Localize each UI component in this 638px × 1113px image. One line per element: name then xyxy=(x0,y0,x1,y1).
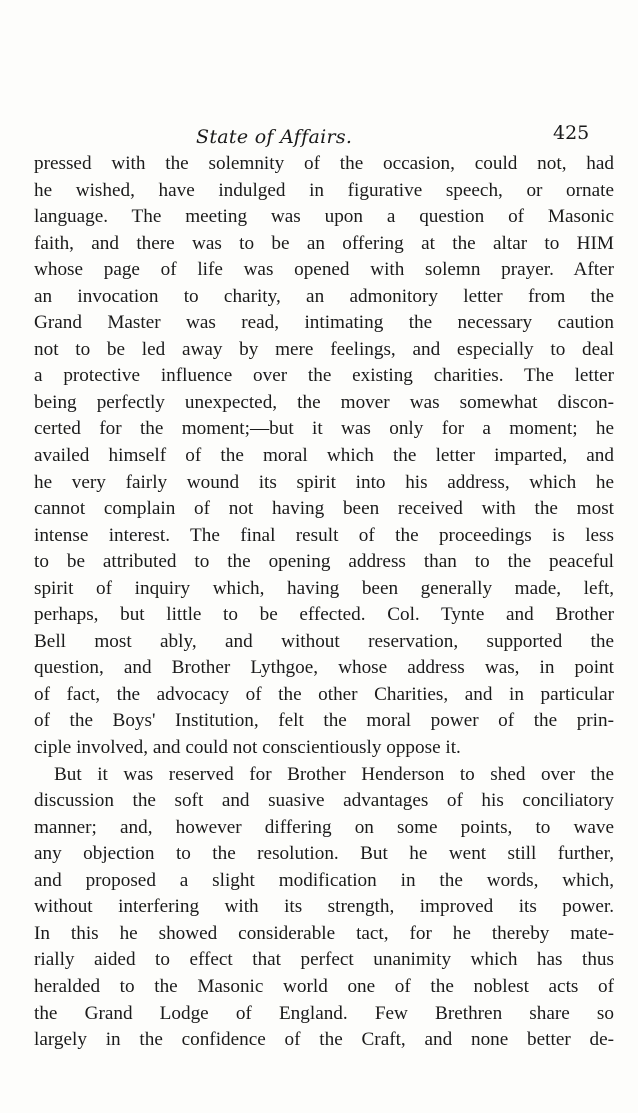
text-line: spirit of inquiry which, having been generally made, left, xyxy=(34,577,614,599)
text-line: language. The meeting was upon a question of Masonic xyxy=(34,206,614,228)
text-line: cannot complain of not having been received with the most xyxy=(34,498,614,520)
body-text xyxy=(34,151,614,1054)
text-line: certed for the moment;—but it was only for a moment; he xyxy=(34,418,614,440)
text-line: being perfectly unexpected, the mover was somewhat discon- xyxy=(34,391,614,413)
text-line: availed himself of the moral which the letter imparted, and xyxy=(34,445,614,467)
text-line: perhaps, but little to be effected. Col. Tynte and Brother xyxy=(34,604,614,626)
text-line: question, and Brother Lythgoe, whose address was, in point xyxy=(34,657,614,679)
text-line: Bell most ably, and without reservation, supported the xyxy=(34,630,614,652)
text-line: manner; and, however differing on some points, to wave xyxy=(34,816,614,838)
text-line: an invocation to charity, an admonitory letter from the xyxy=(34,285,614,307)
paragraph-start-line: But it was reserved for Brother Henderson to shed over the xyxy=(54,763,614,785)
text-line: and proposed a slight modification in the words, which, xyxy=(34,869,614,891)
text-line: In this he showed considerable tact, for he thereby mate- xyxy=(34,922,614,944)
text-line: largely in the confidence of the Craft, and none better de- xyxy=(34,1029,614,1051)
text-line: he wished, have indulged in figurative speech, or ornate xyxy=(34,179,614,201)
text-line: a protective influence over the existing charities. The letter xyxy=(34,365,614,387)
page-number: 425 xyxy=(553,122,590,144)
text-line: Grand Master was read, intimating the necessary caution xyxy=(34,312,614,334)
page-header xyxy=(0,120,638,150)
text-line: of the Boys' Institution, felt the moral power of the prin- xyxy=(34,710,614,732)
text-line: heralded to the Masonic world one of the noblest acts of xyxy=(34,975,614,997)
text-line: not to be led away by mere feelings, and especially to deal xyxy=(34,338,614,360)
text-line: any objection to the resolution. But he went still further, xyxy=(34,843,614,865)
text-line: to be attributed to the opening address than to the peaceful xyxy=(34,551,614,573)
running-title: State of Affairs. xyxy=(196,126,353,148)
text-line: discussion the soft and suasive advantages of his conciliatory xyxy=(34,790,614,812)
text-line: of fact, the advocacy of the other Charities, and in particular xyxy=(34,683,614,705)
text-line: rially aided to effect that perfect unanimity which has thus xyxy=(34,949,614,971)
text-line: pressed with the solemnity of the occasion, could not, had xyxy=(34,153,614,174)
text-line: without interfering with its strength, improved its power. xyxy=(34,896,614,918)
text-line: the Grand Lodge of England. Few Brethren share so xyxy=(34,1002,614,1024)
text-line: whose page of life was opened with solemn prayer. After xyxy=(34,259,614,281)
text-line: he very fairly wound its spirit into his address, which he xyxy=(34,471,614,493)
text-line: intense interest. The final result of the proceedings is less xyxy=(34,524,614,546)
text-line: faith, and there was to be an offering at the altar to HIM xyxy=(34,232,614,254)
paragraph-end-line: ciple involved, and could not conscientiously oppose it. xyxy=(34,737,461,759)
